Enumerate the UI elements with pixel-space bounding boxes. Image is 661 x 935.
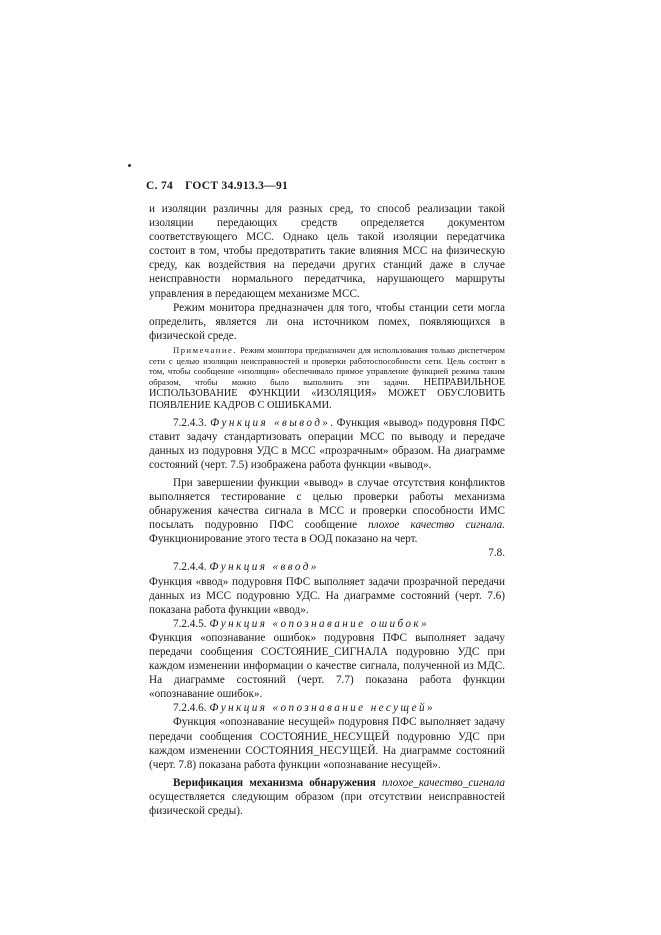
section-output [149,416,505,472]
paragraph-test-end: 7.8. [488,547,505,560]
signal-term: плохое качество сигнала. [368,519,505,532]
note-warning: НЕПРАВИЛЬНОЕ ИСПОЛЬЗОВАНИЕ ФУНКЦИИ «ИЗОЛЯЦИЯ» МОЖЕТ ОБУСЛОВИТЬ ПОЯВЛЕНИЕ КАДРОВ С ОШИБКАМИ. [149,376,505,411]
section-carrier-text: Функция «опознавание несущей» подуровня ПФС выполняет задачу передачи сообщения СОСТОЯНИЕ_НЕСУЩЕЙ подуровню УДС при каждом изменении СОСТОЯНИЯ_НЕСУЩЕЙ. На диаграмме состояний (черт. 7.8) показана работа функции «опознавание несущей». [149,716,505,771]
section-carrier-heading [149,701,505,715]
text-run: Верификация механизма обнаружения [173,776,382,789]
paragraph-test [149,476,505,546]
section-input-text: Функция «ввод» подуровня ПФС выполняет задачи прозрачной передачи данных из МСС подуровню УДС. На диаграмме состояний (черт. 7.6) показана работа функции «ввод». [149,575,505,616]
text-run: осуществляется следующим образом (при отсутствии неисправностей физической среды). [149,790,505,818]
section-title: Функция «опознавание ошибок» [209,617,430,630]
section-title: Функция «ввод» [209,561,319,574]
paragraph-monitor: Режим монитора предназначен для того, чтобы станции сети могла определить, является ли она источником помех, появляющихся в физической среде. [149,301,505,342]
paragraph-isolation: и изоляции различны для разных сред, то способ реализации такой изоляции передающих средств определяется документом соответствующего МСС. Однако цель такой изоляции передатчика состоит в том, чтобы предотвратить такие влияния МСС на физическую среду, как воздействия на передачи других станций даже в случае неисправности нормального передатчика, нарушающего маршруты управления в передающем механизме МСС. [149,203,505,300]
text-run: Функционирование этого теста в ООД показано на черт. [149,533,418,546]
page-body [149,202,505,818]
text-run: При завершении функции «вывод» в случае отсутствия конфликтов выполняется тестирование с целью проверки работы механизма обнаружения качества сигнала в МСС и проверки способности ИМС посылать подуровню ПФС сообщение [149,476,505,532]
standard-code: ГОСТ 34.913.3—91 [185,180,289,192]
signal-term: плохое_качество_сигнала [382,776,505,789]
section-number: 7.2.4.3. [173,416,211,429]
page-header [146,180,288,192]
speck-mark [128,164,131,167]
paragraph-verification [149,776,505,818]
section-text: . Функция «вывод» подуровня ПФС ставит задачу стандартизовать операции МСС по выводу и передаче данных из подуровня УДС в МСС «прозрачным» образом. На диаграмме состояний (черт. 7.5) изображена работа функции «вывод». [149,416,505,471]
section-number: 7.2.4.4. [173,561,210,574]
section-number: 7.2.4.6. [173,702,210,715]
note-label: Примечание. [173,344,237,355]
note-text: Режим монитора предназначен для использования только диспетчером сети с целью изоляции неисправностей и проверки работоспособности сети. Цель состоит в том, чтобы сообщение «изоляция» обеспечивало прямое управление функцией режима таким образом, чтобы можно было выполнить эти задачи. [149,344,505,387]
section-errors-text: Функция «опознавание ошибок» подуровня ПФС выполняет задачу передачи сообщения СОСТОЯНИЕ_СИГНАЛА подуровню УДС при каждом изменении информации о качестве сигнала, полученной из МДС. На диаграмме состояний (черт. 7.7) показана работа функции «опознавание ошибок». [149,631,505,701]
page-number: С. 74 [146,180,174,192]
note-block [149,345,505,412]
section-input-heading [149,560,505,574]
section-number: 7.2.4.5. [173,617,210,630]
section-title: Функция «вывод» [210,416,331,429]
section-title: Функция «опознавание несущей» [209,702,436,715]
section-errors-heading [149,617,505,631]
